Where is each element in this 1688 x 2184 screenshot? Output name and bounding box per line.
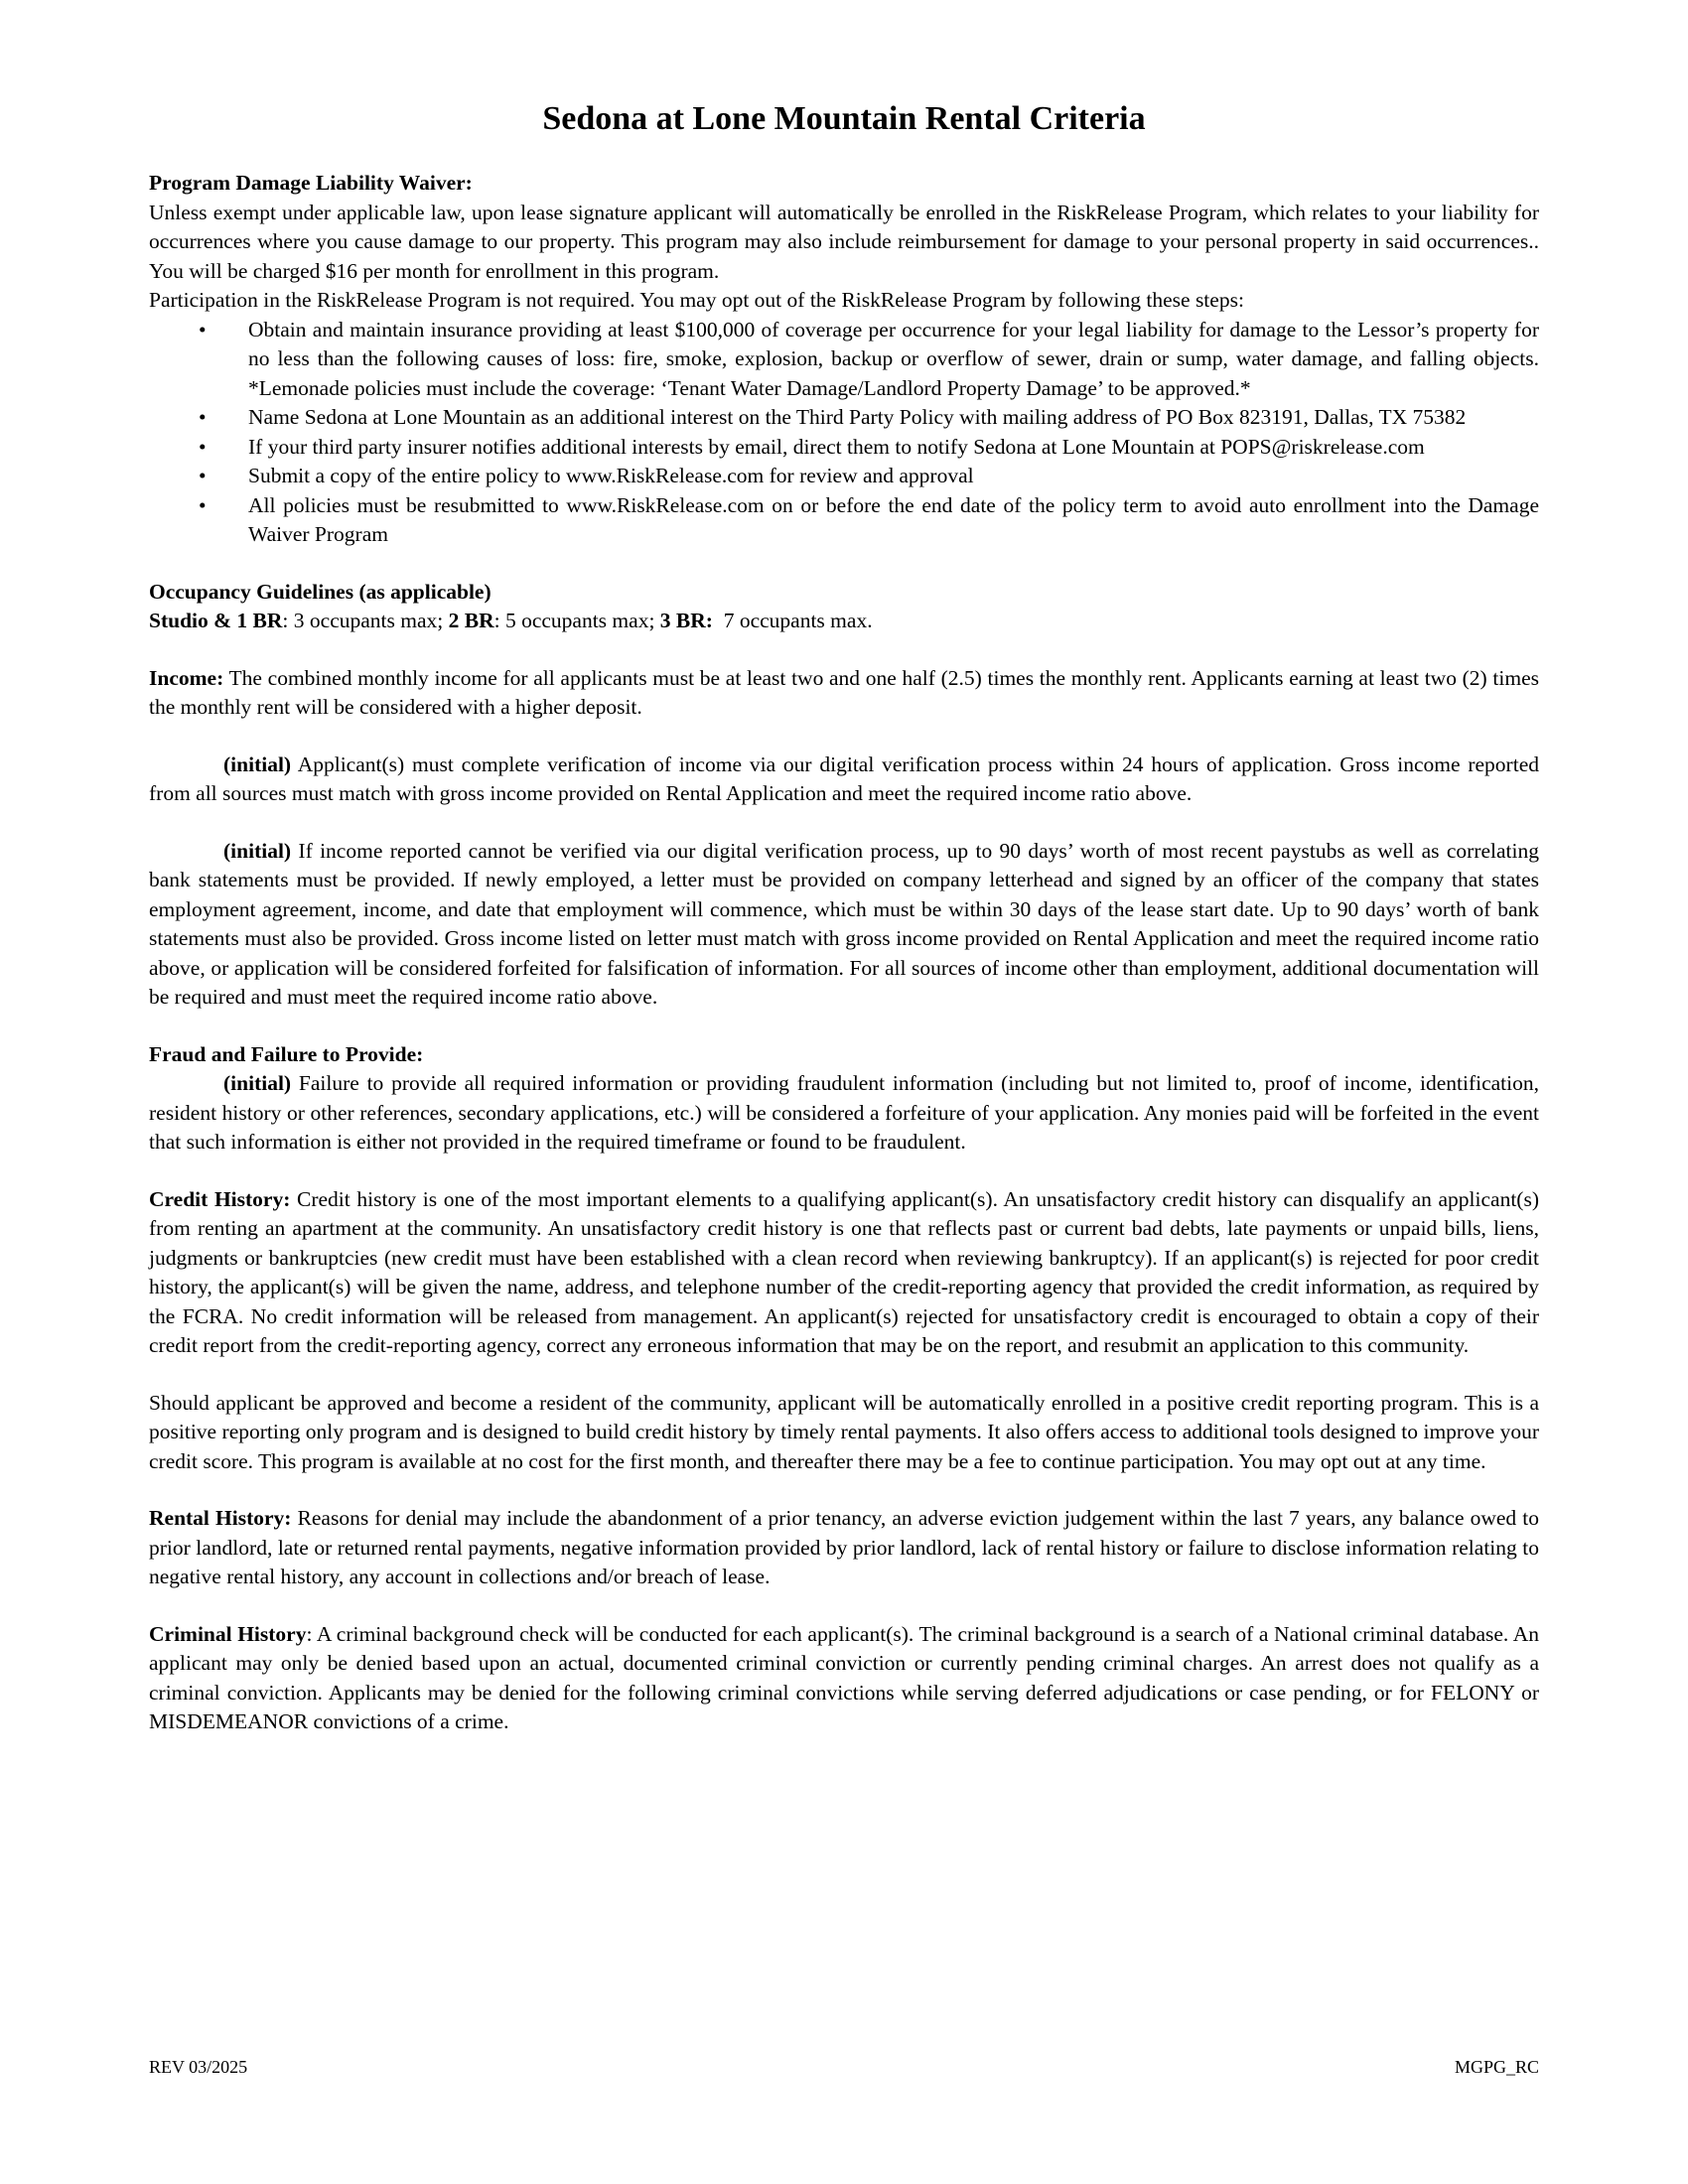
document-content [149,97,1539,1737]
occupancy-three-text: 7 occupants max. [712,609,873,632]
waiver-step: • Submit a copy of the entire policy to www.RiskRelease.com for review and approval [149,462,1539,491]
waiver-heading: Program Damage Liability Waiver: [149,171,473,195]
credit-reporting-paragraph: Should applicant be approved and become a resident of the community, applicant will be automatically enrolled in a positive credit reporting program. This is a positive reporting only program and is designed to build credit history by timely rental payments. It also offers access to additional tools designed to improve your credit score. This program is available at no cost for the first month, and thereafter there may be a fee to continue participation. You may opt out at any time. [149,1390,1539,1473]
credit-reporting-section [149,1389,1539,1477]
income-heading: Income: [149,665,224,690]
document-title: Sedona at Lone Mountain Rental Criteria [542,100,1146,137]
waiver-section [149,169,1539,550]
occupancy-three-label: 3 BR: [659,609,713,632]
occupancy-section [149,578,1539,636]
income-initial-1-paragraph [149,751,1539,809]
credit-heading: Credit History: [149,1186,291,1211]
fraud-section [149,1040,1539,1158]
occupancy-two-label: 2 BR [448,609,494,632]
criminal-section [149,1620,1539,1737]
rental-text: Reasons for denial may include the abandonment of a prior tenancy, an adverse eviction judgement within the last 7 years, any balance owed to prior landlord, late or returned rental payments, negative information provided by prior landlord, lack of rental history or failure to disclose information relating to negative rental history, any account in collections and/or breach of lease. [149,1506,1539,1588]
initial-label: (initial) [223,1071,292,1095]
income-section [149,664,1539,723]
waiver-paragraph-1: Unless exempt under applicable law, upon lease signature applicant will automatically be enrolled in the RiskRelease Program, which relates to your liability for occurrences where you cause damage to our property. This program may also include reimbursement for damage to your personal property in said occurrences.. You will be charged $16 per month for enrollment in this program. [149,200,1539,283]
criminal-paragraph [149,1620,1539,1737]
income-initial-2-paragraph [149,837,1539,1013]
occupancy-studio-text: : 3 occupants max; [282,609,449,632]
fraud-heading: Fraud and Failure to Provide: [149,1041,424,1066]
fraud-text: Failure to provide all required information or providing fraudulent information (including but not limited to, proof of income, identification, resident history or other references, secondary applications, etc.) will be considered a forfeiture of your application. Any monies paid will be forfeited in the event that such information is either not provided in the required timeframe or found to be fraudulent. [149,1071,1539,1154]
rental-heading: Rental History: [149,1506,292,1530]
waiver-paragraph-2: Participation in the RiskRelease Program is not required. You may opt out of the RiskRelease Program by following these steps: [149,288,1244,312]
occupancy-limits [149,607,1539,636]
occupancy-two-text: : 5 occupants max; [493,609,660,632]
footer-form-code: MGPG_RC [1454,2057,1539,2077]
income-initial-2-text: If income reported cannot be verified via our digital verification process, up to 90 days’ worth of most recent paystubs as well as correlating bank statements must be provided. If newly employed, a letter must be provided on company letterhead and signed by an officer of the company that states employment agreement, income, and date that employment will commence, which must be within 30 days of the lease start date. Up to 90 days’ worth of bank statements must also be provided. Gross income listed on letter must match with gross income provided on Rental Application and meet the required income ratio above, or application will be considered forfeited for falsification of information. For all sources of income other than employment, additional documentation will be required and must meet the required income ratio above. [149,838,1539,1009]
criminal-text: : A criminal background check will be conducted for each applicant(s). The criminal background is a search of a National criminal database. An applicant may only be denied based upon an actual, documented criminal conviction or currently pending criminal charges. An arrest does not qualify as a criminal conviction. Applicants may be denied for the following criminal convictions while serving deferred adjudications or case pending, or for FELONY or MISDEMEANOR convictions of a crime. [149,1621,1539,1733]
criminal-heading: Criminal History [149,1621,307,1646]
income-initial-1-section [149,751,1539,809]
waiver-step: • All policies must be resubmitted to www.RiskRelease.com on or before the end date of the policy term to avoid auto enrollment into the Damage Waiver Program [149,491,1539,550]
credit-section [149,1185,1539,1361]
waiver-steps-list [149,316,1539,550]
income-paragraph [149,664,1539,723]
income-initial-1-text: Applicant(s) must complete verification of income via our digital verification process within 24 hours of application. Gross income reported from all sources must match with gross income provided on Rental Application and meet the required income ratio above. [149,751,1539,805]
fraud-paragraph [149,1069,1539,1158]
occupancy-studio-label: Studio & 1 BR [149,609,283,632]
waiver-step: • Obtain and maintain insurance providing at least $100,000 of coverage per occurrence for your legal liability for damage to the Lessor’s property for no less than the following causes of loss: fire, smoke, explosion, backup or overflow of sewer, drain or sump, water damage, and falling objects. *Lemonade policies must include the coverage: ‘Tenant Water Damage/Landlord Property Damage’ to be approved.* [149,316,1539,404]
initial-label: (initial) [223,751,292,776]
credit-paragraph [149,1185,1539,1361]
income-initial-2-section [149,837,1539,1013]
credit-text: Credit history is one of the most important elements to a qualifying applicant(s). An unsatisfactory credit history can disqualify an applicant(s) from renting an apartment at the community. An unsatisfactory credit history is one that reflects past or current bad debts, late payments or unpaid bills, liens, judgments or bankruptcies (new credit must have been established with a clean record when reviewing bankruptcy). If an applicant(s) is rejected for poor credit history, the applicant(s) will be given the name, address, and telephone number of the credit-reporting agency that provided the credit information, as required by the FCRA. No credit information will be released from management. An applicant(s) rejected for unsatisfactory credit is encouraged to obtain a copy of their credit report from the credit-reporting agency, correct any erroneous information that may be on the report, and resubmit an application to this community. [149,1186,1539,1357]
occupancy-heading: Occupancy Guidelines (as applicable) [149,579,492,604]
rental-paragraph [149,1504,1539,1592]
income-text: The combined monthly income for all applicants must be at least two and one half (2.5) times the monthly rent. Applicants earning at least two (2) times the monthly rent will be considered with a higher deposit. [149,665,1539,719]
initial-label: (initial) [223,838,292,863]
waiver-step: • If your third party insurer notifies additional interests by email, direct them to notify Sedona at Lone Mountain at POPS@riskrelease.com [149,433,1539,463]
waiver-step: • Name Sedona at Lone Mountain as an additional interest on the Third Party Policy with mailing address of PO Box 823191, Dallas, TX 75382 [149,403,1539,433]
rental-section [149,1504,1539,1592]
footer-revision: REV 03/2025 [149,2057,248,2077]
